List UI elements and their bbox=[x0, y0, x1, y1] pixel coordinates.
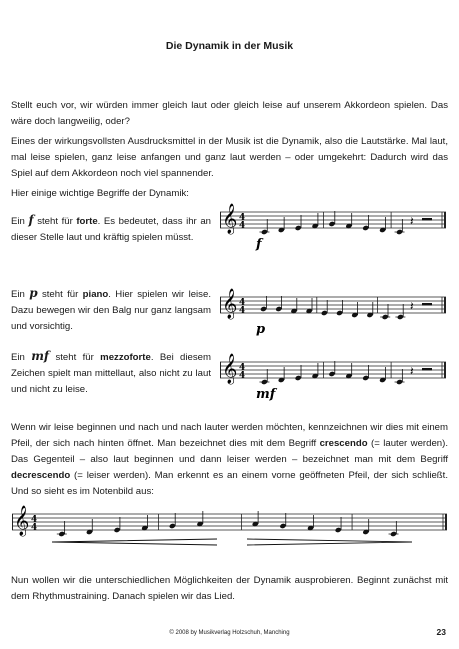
forte-staff bbox=[220, 190, 448, 270]
half-rest bbox=[422, 368, 432, 371]
dynamic-marking: mf bbox=[256, 387, 276, 402]
forte-symbol: f bbox=[28, 213, 34, 227]
crescendo-staff bbox=[12, 500, 449, 570]
terms-intro: Hier einige wichtige Begriffe der Dynamik: bbox=[11, 188, 189, 199]
mezzoforte-symbol: mf bbox=[31, 349, 50, 363]
time-signature-bottom: 4 bbox=[239, 221, 246, 231]
forte-text: Ein f steht für forte. Es bedeutet, dass ihr an dieser Stelle laut und kräftig spielen müsst. bbox=[11, 213, 211, 243]
practice-paragraph: Nun wollen wir die unterschiedlichen Möglichkeiten der Dynamik ausprobieren. Beginnt zunächst mit dem Rhythmustraining. Danach spielen wir das Lied. bbox=[11, 575, 448, 602]
time-signature-top: 4 bbox=[239, 213, 246, 223]
half-rest bbox=[422, 218, 432, 221]
mezzoforte-staff bbox=[220, 340, 448, 420]
time-signature-top: 4 bbox=[239, 363, 246, 373]
half-rest bbox=[422, 303, 432, 306]
treble-clef: 𝄞 bbox=[14, 506, 30, 536]
copyright-footer: © 2008 by Musikverlag Holzschuh, Manching bbox=[169, 630, 290, 636]
crescendo-hairpin bbox=[52, 539, 217, 545]
quarter-rest: 𝄽 bbox=[410, 364, 414, 378]
quarter-rest: 𝄽 bbox=[410, 214, 414, 228]
quarter-rest: 𝄽 bbox=[410, 299, 414, 313]
piano-text: Ein p steht für piano. Hier spielen wir leise. Dazu bewegen wir den Balg nur ganz langsam und vorsichtig. bbox=[11, 286, 211, 332]
crescendo-paragraph: Wenn wir leise beginnen und nach und nach lauter werden möchten, kennzeichnen wir dies mit einem Pfeil, der sich nach hinten öffnet. Man bezeichnet dies mit dem Begriff crescendo (= lauter werden). Das Gegenteil – also laut beginnen und dann leiser werden – bezeichnet man mit dem Begriff decrescendo (= leiser werden). Man erkennt es an einem vorne geöffneten Pfeil, der sich schließt. Und so sieht es im Notenbild aus: bbox=[11, 422, 448, 497]
page-number: 23 bbox=[436, 627, 446, 637]
dynamic-marking: p bbox=[256, 322, 266, 337]
time-signature-top: 4 bbox=[31, 515, 38, 525]
treble-clef: 𝄞 bbox=[222, 204, 238, 234]
time-signature-top: 4 bbox=[239, 298, 246, 308]
time-signature-bottom: 4 bbox=[239, 306, 246, 316]
piano-symbol: p bbox=[29, 286, 38, 300]
intro-paragraph: Stellt euch vor, wir würden immer gleich laut oder gleich leise auf unserem Akkordeon spielen. Das wäre doch langweilig, oder? bbox=[11, 100, 448, 127]
page-title: Die Dynamik in der Musik bbox=[165, 40, 294, 52]
treble-clef: 𝄞 bbox=[222, 354, 238, 384]
dynamics-paragraph: Eines der wirkungsvollsten Ausdrucksmittel in der Musik ist die Dynamik, also die Lautstärke. Mal laut, mal leise spielen, ganz leise anfangen und ganz laut werden – oder umgekehrt: Dadurch wird das Spiel auf dem Akkordeon noch viel spannender. bbox=[11, 136, 448, 179]
time-signature-bottom: 4 bbox=[31, 523, 38, 533]
time-signature-bottom: 4 bbox=[239, 371, 246, 381]
mezzoforte-text: Ein mf steht für mezzoforte. Bei diesem Zeichen spielt man mittellaut, also nicht zu laut und nicht zu leise. bbox=[11, 349, 211, 395]
treble-clef: 𝄞 bbox=[222, 289, 238, 319]
decrescendo-hairpin bbox=[247, 539, 412, 545]
dynamic-marking: f bbox=[256, 237, 262, 252]
